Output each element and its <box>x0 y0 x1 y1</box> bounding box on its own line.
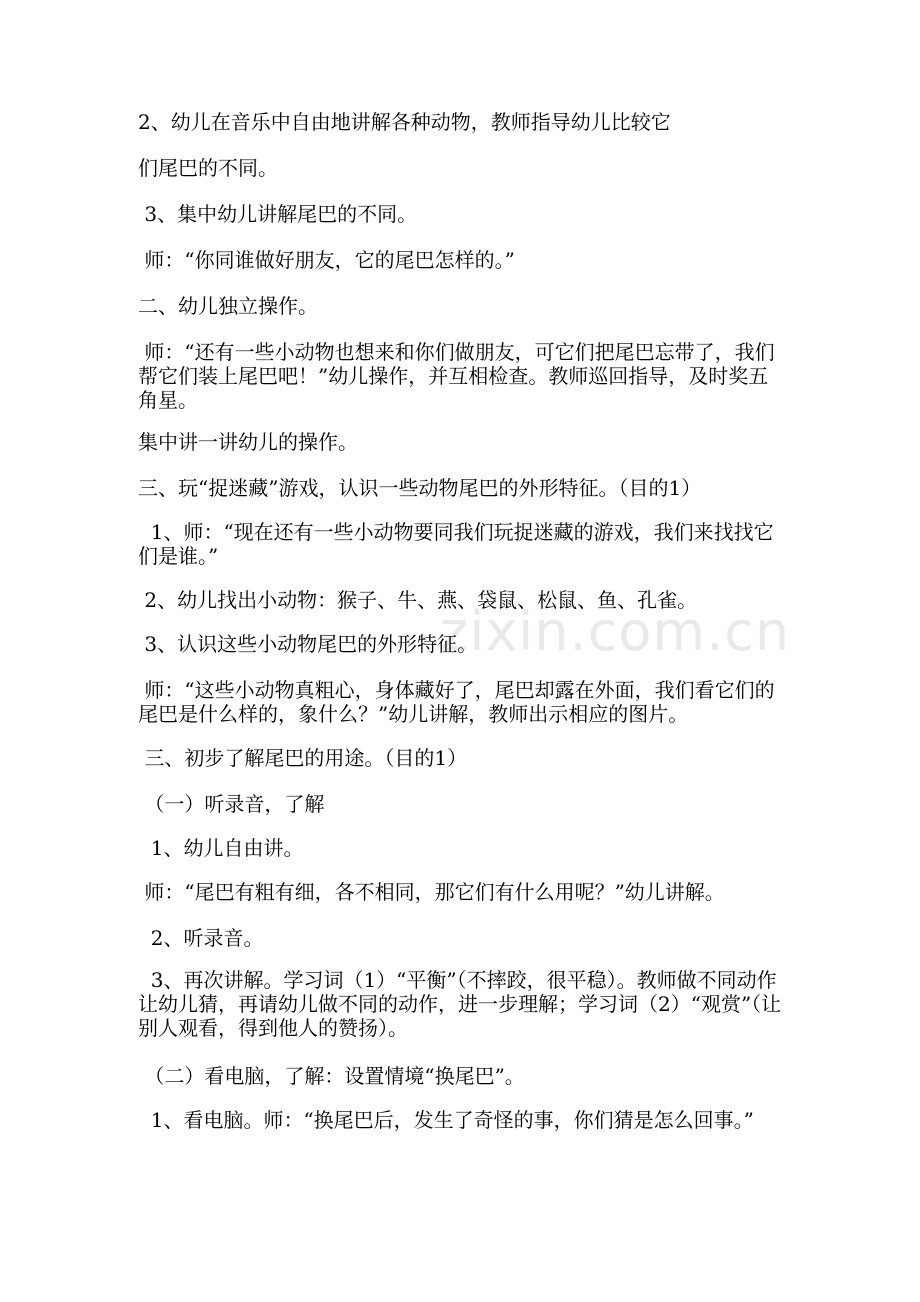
paragraph: 师：“尾巴有粗有细，各不相同，那它们有什么用呢？”幼儿讲解。 <box>138 880 725 904</box>
paragraph: 3、认识这些小动物尾巴的外形特征。 <box>138 632 478 656</box>
paragraph: 集中讲一讲幼儿的操作。 <box>138 430 358 454</box>
paragraph: （一）听录音，了解 <box>138 792 325 816</box>
paragraph: 1、师：“现在还有一些小动物要同我们玩捉迷藏的游戏，我们来找找它们是谁。” <box>138 520 774 568</box>
watermark: zixin.com.cn <box>440 600 791 663</box>
paragraph: 2、幼儿在音乐中自由地讲解各种动物，教师指导幼儿比较它 <box>138 110 671 134</box>
paragraph: 三、玩“捉迷藏”游戏，认识一些动物尾巴的外形特征。（目的1） <box>138 476 702 500</box>
paragraph: 3、再次讲解。学习词（1）“平衡”（不摔跤，很平稳）。教师做不同动作让幼儿猜，再请幼儿做不同的动作，进一步理解；学习词（2）“观赏”（让别人观看，得到他人的赞扬）。 <box>138 968 782 1040</box>
paragraph: 师：“还有一些小动物也想来和你们做朋友，可它们把尾巴忘带了，我们帮它们装上尾巴吧！”幼儿操作，并互相检查。教师巡回指导，及时奖五角星。 <box>138 340 775 412</box>
paragraph: 们尾巴的不同。 <box>138 156 278 180</box>
paragraph: 3、集中幼儿讲解尾巴的不同。 <box>138 202 418 226</box>
paragraph: 2、听录音。 <box>138 926 264 950</box>
paragraph: 1、幼儿自由讲。 <box>138 836 304 860</box>
paragraph: 二、幼儿独立操作。 <box>138 294 318 318</box>
paragraph: 1、看电脑。师：“换尾巴后，发生了奇怪的事，你们猜是怎么回事。” <box>138 1108 754 1132</box>
paragraph: 三、初步了解尾巴的用途。（目的1） <box>138 746 468 770</box>
paragraph: （二）看电脑，了解：设置情境“换尾巴”。 <box>138 1064 525 1088</box>
paragraph: 师：“你同谁做好朋友，它的尾巴怎样的。” <box>138 248 515 272</box>
paragraph: 2、幼儿找出小动物：猴子、牛、燕、袋鼠、松鼠、鱼、孔雀。 <box>138 588 698 612</box>
paragraph: 师：“这些小动物真粗心，身体藏好了，尾巴却露在外面，我们看它们的尾巴是什么样的，象什么？”幼儿讲解，教师出示相应的图片。 <box>138 678 775 726</box>
